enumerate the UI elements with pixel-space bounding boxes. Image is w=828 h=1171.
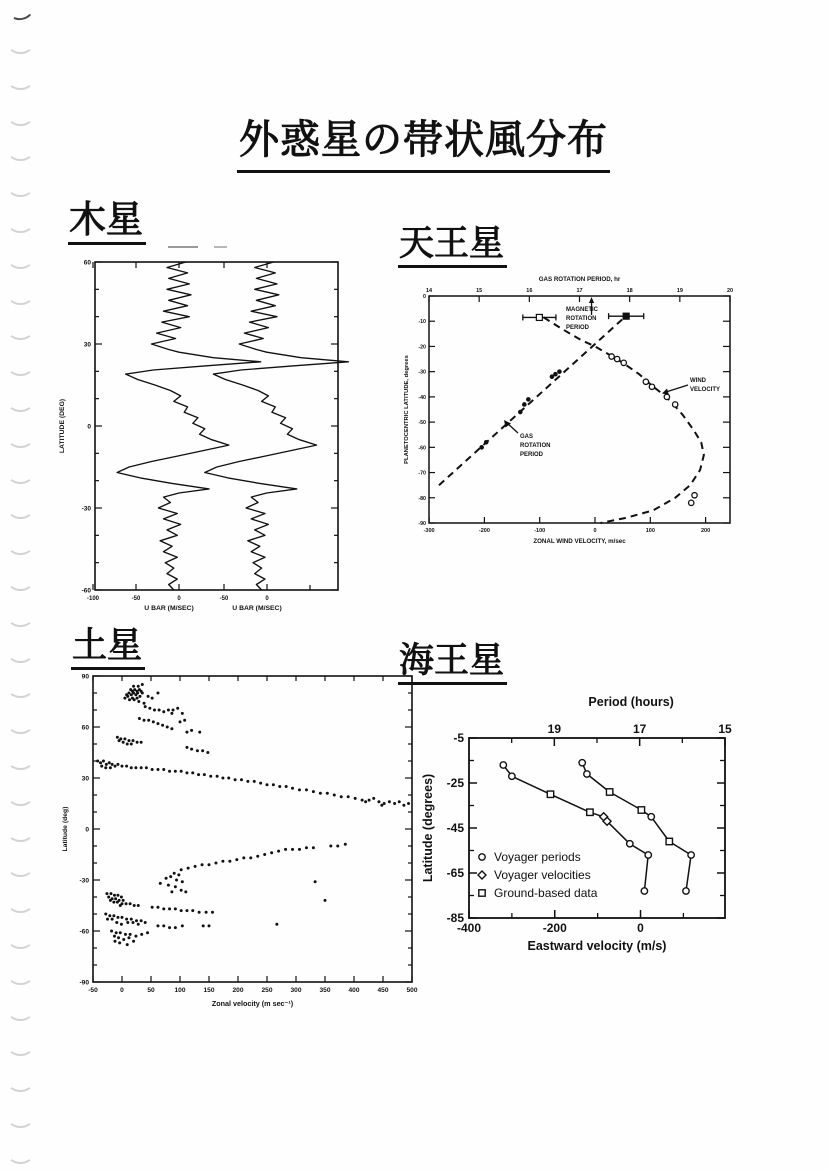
binding-hole: [7, 713, 34, 734]
svg-text:17: 17: [576, 288, 583, 294]
svg-text:30: 30: [81, 775, 89, 783]
svg-text:-60: -60: [79, 928, 89, 936]
svg-text:100: 100: [645, 528, 655, 534]
svg-text:GAS ROTATION PERIOD, hr: GAS ROTATION PERIOD, hr: [538, 276, 621, 283]
svg-text:0: 0: [265, 596, 269, 602]
binding-hole: [7, 856, 34, 877]
svg-text:-20: -20: [418, 344, 426, 351]
svg-text:MAGNETIC: MAGNETIC: [566, 307, 598, 313]
svg-text:0: 0: [177, 596, 181, 602]
svg-text:-30: -30: [418, 369, 426, 376]
svg-text:0: 0: [637, 921, 644, 935]
binding-hole: [7, 1143, 34, 1164]
binding-hole: [7, 928, 34, 949]
svg-text:-200: -200: [478, 528, 490, 534]
svg-text:400: 400: [348, 987, 360, 994]
binding-hole: [7, 821, 34, 842]
svg-text:-85: -85: [446, 911, 464, 925]
svg-text:-10: -10: [418, 319, 426, 326]
svg-text:-45: -45: [446, 821, 464, 835]
binding-hole: [7, 319, 34, 340]
neptune-zonal-wind-chart: [410, 690, 772, 970]
svg-text:500: 500: [406, 987, 418, 994]
binding-hole: [7, 964, 34, 985]
svg-text:Latitude (deg): Latitude (deg): [62, 806, 69, 852]
svg-text:-90: -90: [79, 979, 89, 987]
binding-hole: [7, 176, 34, 197]
svg-text:Voyager periods: Voyager periods: [494, 850, 581, 864]
svg-text:350: 350: [319, 987, 331, 994]
section-label-saturn: 土星: [71, 628, 145, 670]
svg-text:PERIOD: PERIOD: [566, 325, 590, 331]
svg-text:0: 0: [120, 987, 124, 994]
binding-hole: [7, 105, 34, 126]
binding-hole: [7, 534, 34, 555]
svg-text:Zonal velocity (m sec⁻¹): Zonal velocity (m sec⁻¹): [211, 999, 294, 1008]
svg-text:Period (hours): Period (hours): [588, 695, 674, 709]
binding-hole: [7, 892, 34, 913]
svg-text:0: 0: [593, 528, 597, 534]
saturn-zonal-wind-chart: [55, 660, 435, 1020]
svg-text:20: 20: [726, 288, 734, 294]
svg-text:300: 300: [290, 987, 302, 994]
svg-text:30: 30: [83, 341, 91, 349]
svg-text:-25: -25: [446, 776, 464, 790]
binding-hole: [7, 284, 34, 305]
svg-text:-50: -50: [219, 596, 229, 602]
binding-hole: [7, 140, 34, 161]
svg-text:ROTATION: ROTATION: [566, 316, 597, 322]
binding-hole: [7, 212, 34, 233]
svg-text:-65: -65: [446, 866, 464, 880]
svg-text:-100: -100: [86, 596, 100, 602]
svg-text:0: 0: [423, 294, 426, 300]
section-label-uranus: 天王星: [398, 226, 507, 268]
binding-hole: [7, 498, 34, 519]
binding-hole: [7, 1071, 34, 1092]
svg-text:17: 17: [632, 722, 647, 736]
svg-text:-5: -5: [453, 731, 464, 745]
binding-hole: [7, 69, 34, 90]
svg-text:U BAR (M/SEC): U BAR (M/SEC): [232, 605, 282, 612]
svg-text:15: 15: [476, 288, 483, 294]
binding-hole: [7, 570, 34, 591]
binding-hole: [7, 1035, 34, 1056]
binding-hole: [7, 463, 34, 484]
binding-hole: [7, 1000, 34, 1021]
svg-text:ZONAL WIND VELOCITY, m/sec: ZONAL WIND VELOCITY, m/sec: [533, 538, 626, 545]
svg-text:-60: -60: [81, 587, 91, 595]
svg-text:19: 19: [547, 722, 562, 736]
svg-text:-60: -60: [418, 445, 426, 452]
svg-text:ROTATION: ROTATION: [520, 443, 551, 449]
scan-artifact-corner-mark: [7, 0, 34, 22]
binding-hole: [7, 642, 34, 663]
uranus-zonal-wind-chart: [400, 265, 762, 565]
svg-text:-50: -50: [131, 596, 141, 602]
binding-hole: [7, 248, 34, 269]
svg-text:-30: -30: [81, 505, 91, 513]
svg-text:-400: -400: [456, 921, 482, 935]
svg-text:90: 90: [81, 673, 89, 681]
binding-hole: [7, 33, 34, 54]
svg-text:-70: -70: [418, 470, 426, 477]
svg-text:60: 60: [83, 259, 91, 267]
section-label-jupiter: 木星: [68, 201, 146, 245]
svg-text:250: 250: [261, 987, 273, 994]
binding-hole: [7, 606, 34, 627]
svg-text:LATITUDE (DEG): LATITUDE (DEG): [59, 398, 66, 454]
page-title: 外惑星の帯状風分布: [237, 108, 610, 173]
svg-text:VELOCITY: VELOCITY: [690, 387, 721, 393]
binding-hole: [7, 427, 34, 448]
svg-text:Latitude (degrees): Latitude (degrees): [421, 773, 435, 883]
svg-text:0: 0: [87, 423, 91, 431]
svg-text:PERIOD: PERIOD: [520, 452, 544, 458]
svg-text:Ground-based data: Ground-based data: [494, 886, 598, 900]
binding-hole: [7, 749, 34, 770]
svg-text:16: 16: [526, 288, 533, 294]
svg-text:60: 60: [81, 724, 89, 732]
svg-text:Eastward velocity (m/s): Eastward velocity (m/s): [527, 939, 667, 953]
svg-text:50: 50: [147, 987, 155, 994]
binding-hole: [7, 1107, 34, 1128]
svg-text:19: 19: [676, 288, 683, 294]
section-label-neptune: 海王星: [398, 643, 507, 685]
binding-hole: [7, 355, 34, 376]
svg-text:14: 14: [425, 288, 433, 294]
svg-text:150: 150: [203, 987, 215, 994]
jupiter-zonal-wind-chart: [55, 238, 355, 616]
binding-hole: [7, 785, 34, 806]
svg-text:-100: -100: [534, 528, 546, 534]
svg-text:-50: -50: [418, 420, 426, 427]
svg-text:-80: -80: [418, 495, 426, 502]
svg-text:200: 200: [701, 528, 711, 534]
svg-text:Voyager velocities: Voyager velocities: [494, 868, 591, 882]
svg-text:450: 450: [377, 987, 389, 994]
svg-text:-300: -300: [423, 528, 435, 534]
binding-hole: [7, 391, 34, 412]
svg-text:U BAR (M/SEC): U BAR (M/SEC): [144, 605, 194, 612]
svg-text:0: 0: [85, 826, 89, 834]
svg-text:100: 100: [174, 987, 186, 994]
svg-text:-200: -200: [542, 921, 567, 935]
svg-text:-40: -40: [418, 394, 426, 401]
svg-text:WIND: WIND: [690, 378, 706, 384]
svg-text:-90: -90: [418, 521, 426, 527]
svg-text:15: 15: [718, 722, 732, 736]
svg-text:PLANETOCENTRIC LATITUDE, degre: PLANETOCENTRIC LATITUDE, degrees: [404, 355, 410, 464]
svg-text:200: 200: [232, 987, 244, 994]
svg-text:-30: -30: [79, 877, 89, 885]
svg-text:18: 18: [626, 288, 633, 294]
svg-text:GAS: GAS: [520, 434, 534, 440]
binding-hole: [7, 677, 34, 698]
svg-text:-50: -50: [88, 987, 98, 994]
